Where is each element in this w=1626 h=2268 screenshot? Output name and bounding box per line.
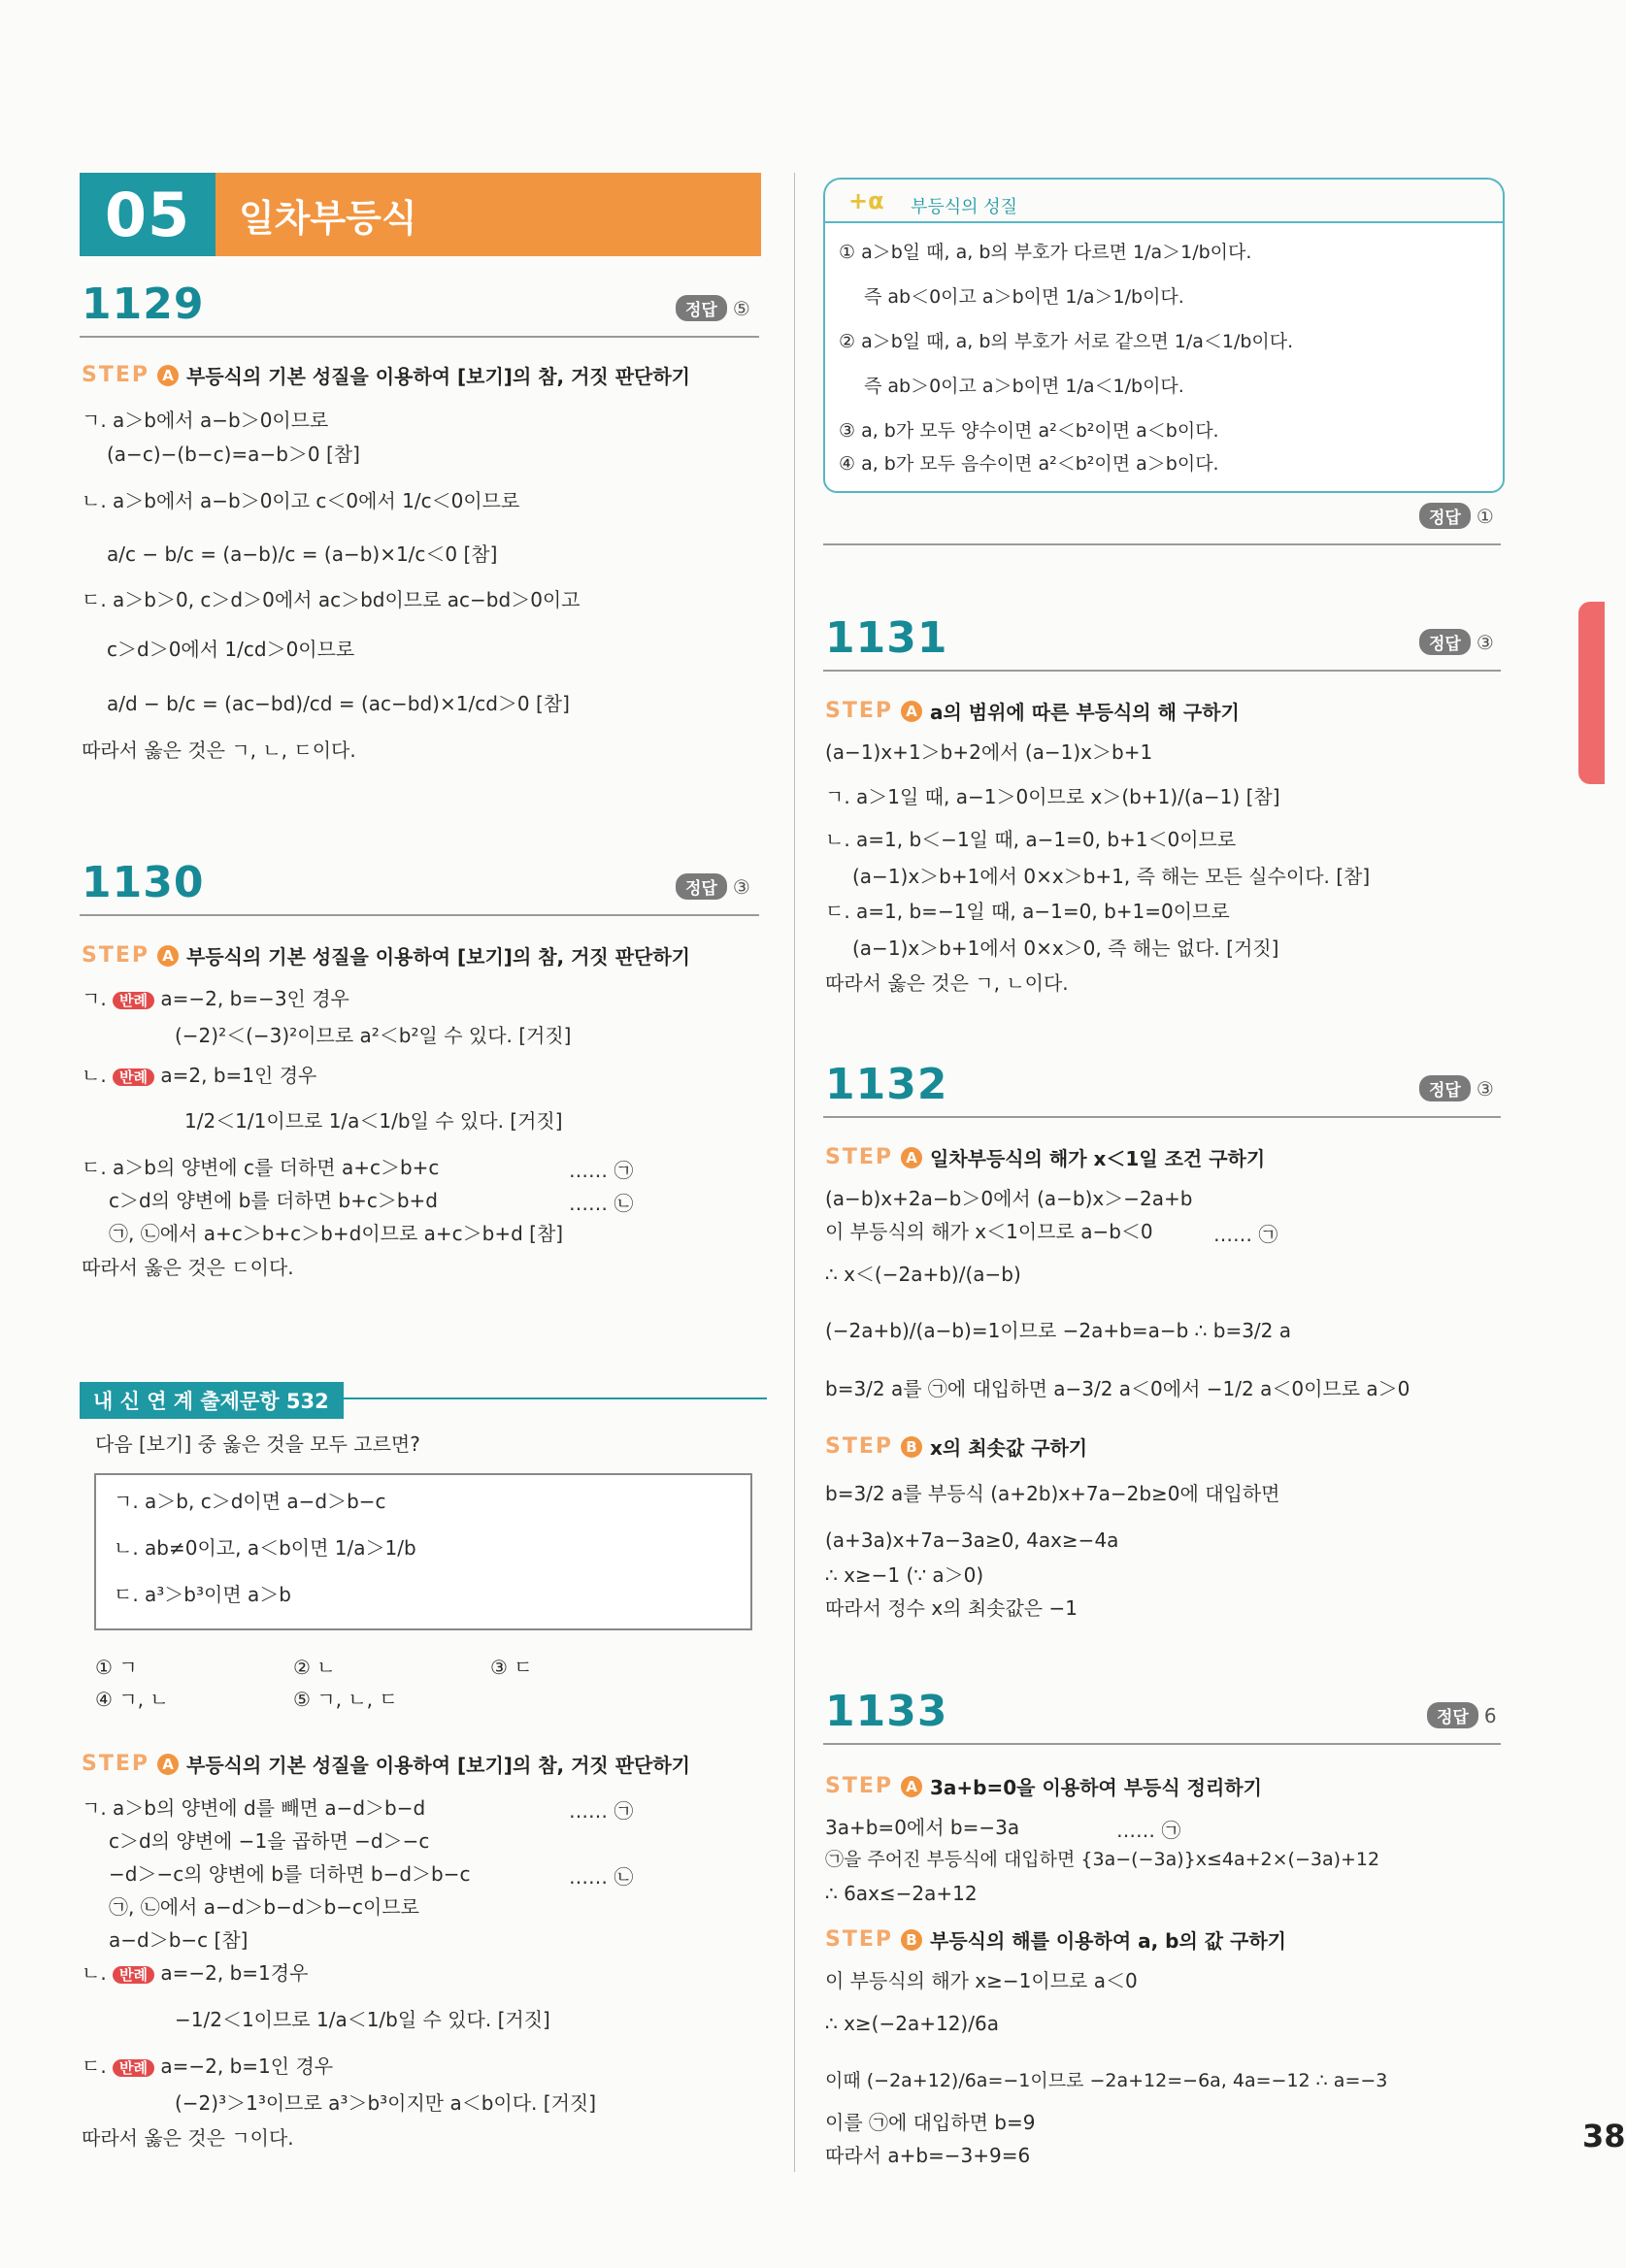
- column-divider: [794, 173, 795, 2172]
- item-marker: ㄴ.: [82, 1961, 107, 1985]
- solution-line: −1/2＜1이므로 1/a＜1/b일 수 있다. [거짓]: [175, 2008, 550, 2031]
- step-title: a의 범위에 따른 부등식의 해 구하기: [930, 701, 1240, 724]
- step-heading: [82, 361, 690, 389]
- step-title: 일차부등식의 해가 x＜1일 조건 구하기: [930, 1147, 1266, 1170]
- solution-line: ㄱ. a＞b에서 a−b＞0이므로: [82, 409, 329, 432]
- solution-line: [82, 986, 349, 1011]
- divider: [823, 543, 1501, 545]
- answer-value: 6: [1483, 1703, 1497, 1727]
- info-line: ② a＞b일 때, a, b의 부호가 서로 같으면 1/a＜1/b이다.: [839, 331, 1294, 352]
- step-heading: [825, 1772, 1262, 1800]
- bogi-item: ㄱ. a＞b, c＞d이면 a−d＞b−c: [114, 1490, 386, 1513]
- solution-line: 따라서 옳은 것은 ㄱ이다.: [82, 2126, 294, 2150]
- solution-line: 이 부등식의 해가 x＜1이므로 a−b＜0: [825, 1220, 1153, 1243]
- step-label: STEP: [825, 699, 894, 723]
- equation-marker: …… ㉠: [569, 1159, 634, 1182]
- solution-line: ㄱ. a＞b의 양변에 d를 빼면 a−d＞b−d: [82, 1796, 426, 1820]
- step-label: STEP: [825, 1927, 894, 1952]
- solution-line: 따라서 옳은 것은 ㄷ이다.: [82, 1256, 294, 1279]
- item-marker: ㄴ.: [82, 1064, 107, 1087]
- answer-indicator: [676, 295, 750, 321]
- solution-line: a/d − b/c = (ac−bd)/cd = (ac−bd)×1/cd＞0 [참]: [107, 692, 570, 715]
- divider: [80, 914, 759, 916]
- answer-value: ③: [1476, 1076, 1494, 1101]
- answer-indicator: [1419, 629, 1494, 655]
- answer-badge: 정답: [1419, 1075, 1471, 1101]
- equation-marker: …… ㉡: [569, 1865, 634, 1889]
- counterexample-tag: 반례: [113, 1068, 154, 1086]
- solution-line: a−d＞b−c [참]: [109, 1928, 249, 1952]
- solution-line: [82, 2054, 333, 2079]
- solution-line: ㉠, ㉡에서 a+c＞b+c＞b+d이므로 a+c＞b+d [참]: [109, 1222, 564, 1245]
- step-label: STEP: [825, 1434, 894, 1459]
- info-line: 즉 ab＜0이고 a＞b이면 1/a＞1/b이다.: [864, 286, 1184, 308]
- step-letter: A: [901, 1776, 922, 1797]
- divider: [80, 336, 759, 338]
- chapter-tab: [1578, 602, 1605, 784]
- answer-value: ⑤: [732, 296, 750, 320]
- step-letter: A: [157, 945, 179, 967]
- solution-line: 따라서 옳은 것은 ㄱ, ㄴ이다.: [825, 971, 1069, 995]
- step-letter: B: [901, 1929, 922, 1951]
- choice-3: ③ ㄷ: [490, 1656, 533, 1679]
- choice-5: ⑤ ㄱ, ㄴ, ㄷ: [293, 1688, 398, 1711]
- divider: [823, 670, 1501, 672]
- step-title: 부등식의 해를 이용하여 a, b의 값 구하기: [930, 1929, 1287, 1953]
- solution-line: ㄱ. a＞1일 때, a−1＞0이므로 x＞(b+1)/(a−1) [참]: [825, 785, 1280, 808]
- step-letter: A: [157, 1754, 179, 1775]
- equation-marker: …… ㉠: [569, 1799, 634, 1823]
- problem-number: 1131: [825, 613, 948, 663]
- problem-number: 1129: [82, 279, 205, 329]
- bogi-box: [94, 1473, 752, 1630]
- solution-line: ∴ x≥(−2a+12)/6a: [825, 2012, 999, 2035]
- solution-line: b=3/2 a를 부등식 (a+2b)x+7a−2b≥0에 대입하면: [825, 1482, 1280, 1505]
- solution-line: (a−b)x+2a−b＞0에서 (a−b)x＞−2a+b: [825, 1187, 1193, 1210]
- answer-value: ①: [1476, 504, 1494, 528]
- bogi-item: ㄷ. a³＞b³이면 a＞b: [114, 1583, 291, 1606]
- solution-line: [82, 1063, 316, 1088]
- solution-line: (a−c)−(b−c)=a−b＞0 [참]: [107, 443, 360, 466]
- solution-line: ㉠, ㉡에서 a−d＞b−d＞b−c이므로: [109, 1895, 419, 1919]
- step-letter: B: [901, 1436, 922, 1458]
- item-text: a=−2, b=1경우: [160, 1961, 309, 1985]
- problem-number: 1133: [825, 1687, 948, 1736]
- info-line: 즉 ab＞0이고 a＞b이면 1/a＜1/b이다.: [864, 376, 1184, 397]
- solution-line: ㄷ. a=1, b=−1일 때, a−1=0, b+1=0이므로: [825, 900, 1230, 923]
- counterexample-tag: 반례: [113, 992, 154, 1009]
- problem-number: 1132: [825, 1060, 948, 1109]
- solution-line: 이 부등식의 해가 x≥−1이므로 a＜0: [825, 1969, 1138, 1992]
- item-text: a=−2, b=−3인 경우: [160, 987, 349, 1010]
- solution-line: ㄷ. a＞b의 양변에 c를 더하면 a+c＞b+c: [82, 1156, 440, 1179]
- step-heading: [825, 1925, 1286, 1954]
- choice-2: ② ㄴ: [293, 1656, 336, 1679]
- step-label: STEP: [82, 363, 150, 387]
- solution-line: (−2a+b)/(a−b)=1이므로 −2a+b=a−b ∴ b=3/2 a: [825, 1319, 1292, 1342]
- info-box-title: 부등식의 성질: [911, 197, 1018, 217]
- solution-line: ∴ x≥−1 (∵ a＞0): [825, 1563, 984, 1587]
- solution-line: 1/2＜1/1이므로 1/a＜1/b일 수 있다. [거짓]: [184, 1109, 563, 1133]
- step-label: STEP: [82, 943, 150, 968]
- answer-badge: 정답: [676, 295, 727, 321]
- step-heading: [825, 697, 1240, 725]
- step-title: 부등식의 기본 성질을 이용하여 [보기]의 참, 거짓 판단하기: [186, 945, 690, 969]
- item-text: a=2, b=1인 경우: [160, 1064, 317, 1087]
- solution-line: 이때 (−2a+12)/6a=−1이므로 −2a+12=−6a, 4a=−12 ∴ a=−3: [825, 2070, 1388, 2091]
- solution-line: ㄷ. a＞b＞0, c＞d＞0에서 ac＞bd이므로 ac−bd＞0이고: [82, 588, 581, 611]
- solution-line: ㉠을 주어진 부등식에 대입하면 {3a−(−3a)}x≤4a+2×(−3a)+12: [825, 1849, 1380, 1870]
- linked-problem-rule: [344, 1397, 767, 1399]
- answer-value: ③: [1476, 630, 1494, 654]
- item-marker: ㄱ.: [82, 987, 107, 1010]
- step-letter: A: [157, 365, 179, 386]
- solution-line: 이를 ㉠에 대입하면 b=9: [825, 2111, 1036, 2134]
- solution-line: 3a+b=0에서 b=−3a: [825, 1816, 1020, 1839]
- step-title: 부등식의 기본 성질을 이용하여 [보기]의 참, 거짓 판단하기: [186, 1754, 690, 1777]
- solution-line: b=3/2 a를 ㉠에 대입하면 a−3/2 a＜0에서 −1/2 a＜0이므로 a＞0: [825, 1377, 1410, 1400]
- choice-1: ① ㄱ: [95, 1656, 138, 1679]
- answer-badge: 정답: [676, 873, 727, 900]
- question-text: 다음 [보기] 중 옳은 것을 모두 고르면?: [95, 1432, 420, 1456]
- equation-marker: …… ㉡: [569, 1192, 634, 1215]
- info-box: [823, 221, 1505, 493]
- item-marker: ㄷ.: [82, 2054, 107, 2078]
- solution-line: c＞d의 양변에 −1을 곱하면 −d＞−c: [109, 1829, 430, 1853]
- item-text: a=−2, b=1인 경우: [160, 2054, 334, 2078]
- counterexample-tag: 반례: [113, 1966, 154, 1984]
- step-letter: A: [901, 1147, 922, 1168]
- info-line: ① a＞b일 때, a, b의 부호가 다르면 1/a＞1/b이다.: [839, 242, 1252, 263]
- section-title: 일차부등식: [216, 173, 761, 256]
- solution-line: ㄴ. a＞b에서 a−b＞0이고 c＜0에서 1/c＜0이므로: [82, 489, 520, 512]
- step-title: 부등식의 기본 성질을 이용하여 [보기]의 참, 거짓 판단하기: [186, 365, 690, 388]
- step-heading: [82, 1750, 690, 1778]
- solution-line: ∴ 6ax≤−2a+12: [825, 1882, 978, 1905]
- solution-line: −d＞−c의 양변에 b를 더하면 b−d＞b−c: [109, 1862, 471, 1886]
- equation-marker: …… ㉠: [1116, 1819, 1181, 1842]
- solution-line: a/c − b/c = (a−b)/c = (a−b)×1/c＜0 [참]: [107, 542, 498, 566]
- section-number: 05: [80, 173, 216, 256]
- solution-line: (a−1)x＞b+1에서 0×x＞b+1, 즉 해는 모든 실수이다. [참]: [852, 865, 1371, 888]
- step-label: STEP: [825, 1145, 894, 1169]
- solution-line: (−2)²＜(−3)²이므로 a²＜b²일 수 있다. [거짓]: [175, 1024, 572, 1047]
- info-box-header: [823, 178, 1505, 224]
- solution-line: 따라서 옳은 것은 ㄱ, ㄴ, ㄷ이다.: [82, 739, 356, 762]
- solution-line: ∴ x＜(−2a+b)/(a−b): [825, 1263, 1021, 1286]
- info-line: ④ a, b가 모두 음수이면 a²＜b²이면 a＞b이다.: [839, 453, 1219, 475]
- solution-line: c＞d＞0에서 1/cd＞0이므로: [107, 638, 355, 661]
- answer-indicator: [676, 873, 750, 900]
- step-heading: [825, 1143, 1265, 1171]
- page-number: 38: [1582, 2118, 1626, 2154]
- counterexample-tag: 반례: [113, 2059, 154, 2077]
- answer-indicator: [1419, 1075, 1494, 1101]
- answer-indicator: [1427, 1702, 1497, 1728]
- divider: [823, 1116, 1501, 1118]
- answer-value: ③: [732, 874, 750, 899]
- answer-badge: 정답: [1419, 503, 1471, 529]
- answer-indicator: [1419, 503, 1494, 529]
- step-label: STEP: [82, 1752, 150, 1776]
- solution-line: (−2)³＞1³이므로 a³＞b³이지만 a＜b이다. [거짓]: [175, 2091, 597, 2115]
- solution-line: [82, 1960, 308, 1986]
- step-title: x의 최솟값 구하기: [930, 1436, 1088, 1460]
- solution-line: (a+3a)x+7a−3a≥0, 4ax≥−4a: [825, 1528, 1119, 1552]
- step-heading: [82, 941, 690, 970]
- equation-marker: …… ㉠: [1213, 1223, 1278, 1246]
- problem-number: 1130: [82, 858, 205, 907]
- solution-line: (a−1)x+1＞b+2에서 (a−1)x＞b+1: [825, 740, 1153, 764]
- solution-line: ㄴ. a=1, b＜−1일 때, a−1=0, b+1＜0이므로: [825, 828, 1237, 851]
- divider: [823, 1743, 1501, 1745]
- bogi-item: ㄴ. ab≠0이고, a＜b이면 1/a＞1/b: [114, 1536, 416, 1560]
- solution-line: 따라서 a+b=−3+9=6: [825, 2144, 1031, 2167]
- solution-line: 따라서 정수 x의 최솟값은 −1: [825, 1596, 1078, 1620]
- answer-badge: 정답: [1419, 629, 1471, 655]
- solution-line: c＞d의 양변에 b를 더하면 b+c＞b+d: [109, 1189, 438, 1212]
- step-title: 3a+b=0을 이용하여 부등식 정리하기: [930, 1776, 1262, 1799]
- info-line: ③ a, b가 모두 양수이면 a²＜b²이면 a＜b이다.: [839, 420, 1219, 442]
- step-letter: A: [901, 701, 922, 722]
- step-heading: [825, 1432, 1087, 1461]
- plus-alpha-icon: +α: [848, 187, 884, 214]
- answer-badge: 정답: [1427, 1702, 1478, 1728]
- solution-line: (a−1)x＞b+1에서 0×x＞0, 즉 해는 없다. [거짓]: [852, 937, 1279, 960]
- step-label: STEP: [825, 1774, 894, 1798]
- choice-4: ④ ㄱ, ㄴ: [95, 1688, 169, 1711]
- linked-problem-header: 내 신 연 계 출제문항 532: [80, 1382, 344, 1419]
